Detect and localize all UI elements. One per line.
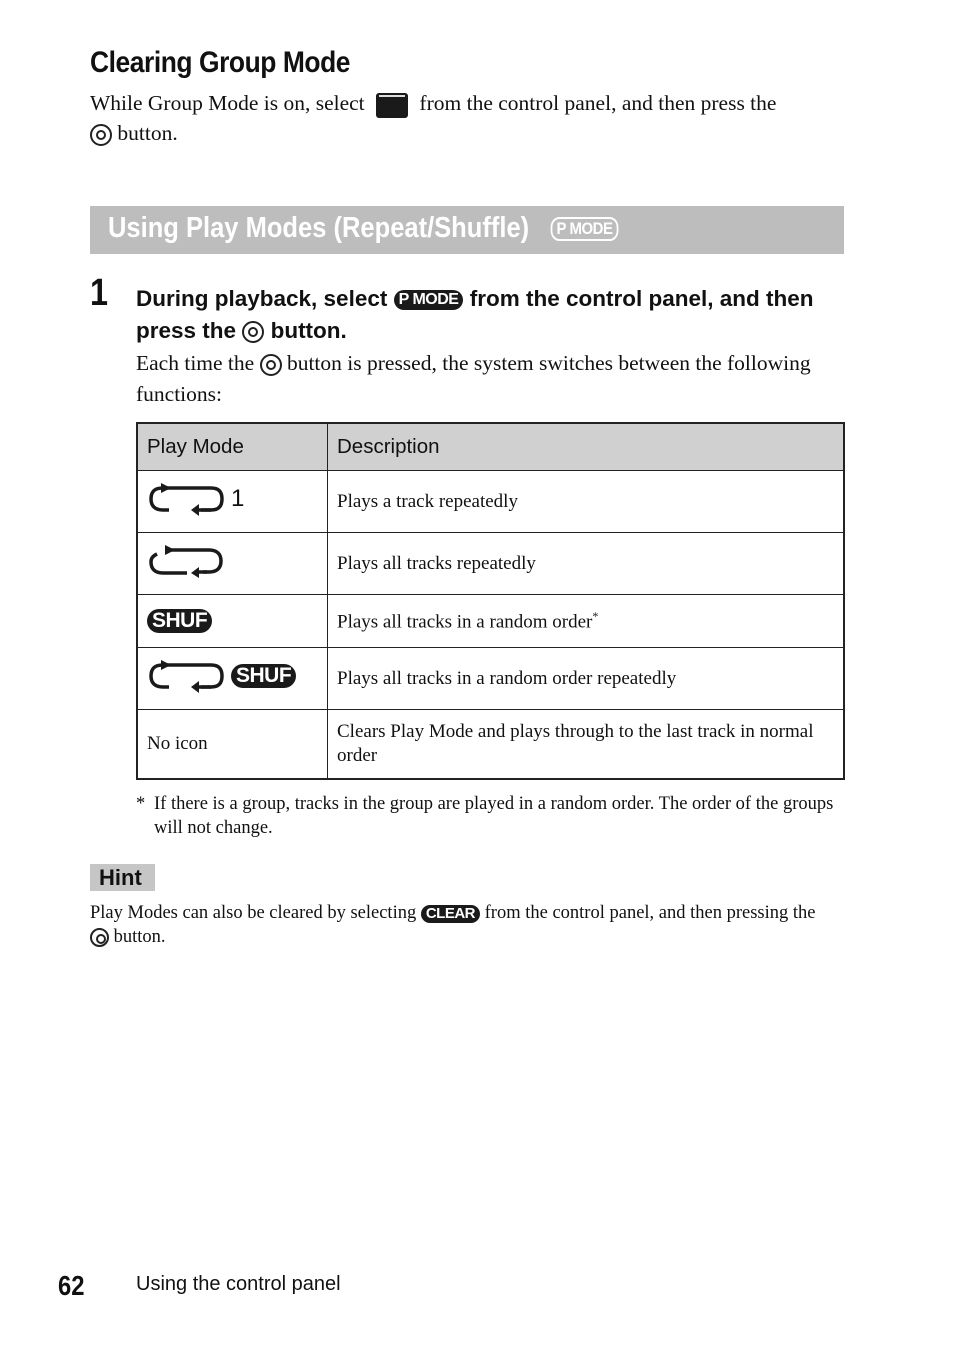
table-header-row (137, 423, 844, 471)
footnote-mark: * (136, 794, 146, 814)
table-row (137, 710, 844, 779)
enter-button-icon (90, 124, 112, 146)
intro-text-3: button. (117, 121, 178, 145)
table-cell-description: Clears Play Mode and plays through to the last track in normal order (328, 710, 845, 779)
step-number: 1 (90, 272, 108, 314)
repeat-one-icon (147, 482, 244, 516)
step-text-3: button. (270, 318, 347, 343)
repeat-one-suffix: 1 (231, 484, 245, 512)
hint-label: Hint (99, 865, 142, 890)
table-header-description: Description (328, 423, 845, 471)
step-text-2: from the control panel, and then press the (136, 286, 814, 343)
p-mode-badge-icon: P MODE (550, 217, 618, 241)
table-row (137, 533, 844, 595)
hint-label-box (90, 864, 155, 891)
enter-button-icon (90, 928, 109, 947)
intro-text-1: While Group Mode is on, select (90, 91, 365, 115)
table-cell-icon (137, 648, 328, 710)
step-text-1: During playback, select (136, 286, 388, 311)
footnote (136, 792, 846, 840)
play-mode-table (136, 422, 845, 780)
step-body (136, 348, 836, 410)
table-header-play-mode: Play Mode (137, 423, 328, 471)
hint-text (90, 901, 830, 949)
footer-section-name: Using the control panel (136, 1273, 341, 1295)
row-description: Plays all tracks in a random order (337, 611, 593, 633)
table-cell-description: Plays all tracks repeatedly (328, 533, 845, 595)
table-row (137, 648, 844, 710)
table-cell-description (328, 595, 845, 648)
step-instruction (136, 283, 856, 347)
hint-text-1: Play Modes can also be cleared by selecting (90, 903, 417, 923)
table-row (137, 471, 844, 533)
repeat-all-icon (147, 544, 225, 578)
step-body-2: button is pressed, the system switches between the following functions: (136, 351, 811, 406)
section-title (108, 212, 619, 245)
table-cell-icon (137, 533, 328, 595)
section-header-bar (90, 206, 844, 254)
table-cell-no-icon: No icon (137, 710, 328, 779)
table-cell-description: Plays a track repeatedly (328, 471, 845, 533)
footnote-text: If there is a group, tracks in the group are played in a random order. The order of the groups will not change. (154, 794, 834, 838)
table-cell-icon (137, 471, 328, 533)
enter-button-icon (242, 321, 264, 343)
hint-text-3: button. (113, 927, 166, 947)
intro-paragraph (90, 88, 860, 148)
intro-text-2: from the control panel, and then press the (419, 91, 777, 115)
clear-badge-icon: CLEAR (421, 905, 480, 923)
repeat-shuffle-icon (147, 659, 296, 693)
table-row (137, 595, 844, 648)
heading-clearing-group-mode: Clearing Group Mode (90, 46, 351, 79)
table-cell-icon (137, 595, 328, 648)
enter-button-icon (260, 354, 282, 376)
p-mode-badge-icon: P MODE (394, 290, 464, 310)
page-number: 62 (58, 1270, 85, 1301)
table-cell-description: Plays all tracks in a random order repeatedly (328, 648, 845, 710)
section-title-text: Using Play Modes (Repeat/Shuffle) (108, 212, 530, 244)
shuffle-badge-icon: SHUF (147, 609, 212, 633)
shuffle-badge-icon: SHUF (231, 664, 296, 688)
footnote-marker: * (592, 608, 599, 623)
step-body-1: Each time the (136, 351, 255, 375)
hint-text-2: from the control panel, and then pressing the (484, 903, 816, 923)
group-folder-icon (376, 93, 408, 118)
